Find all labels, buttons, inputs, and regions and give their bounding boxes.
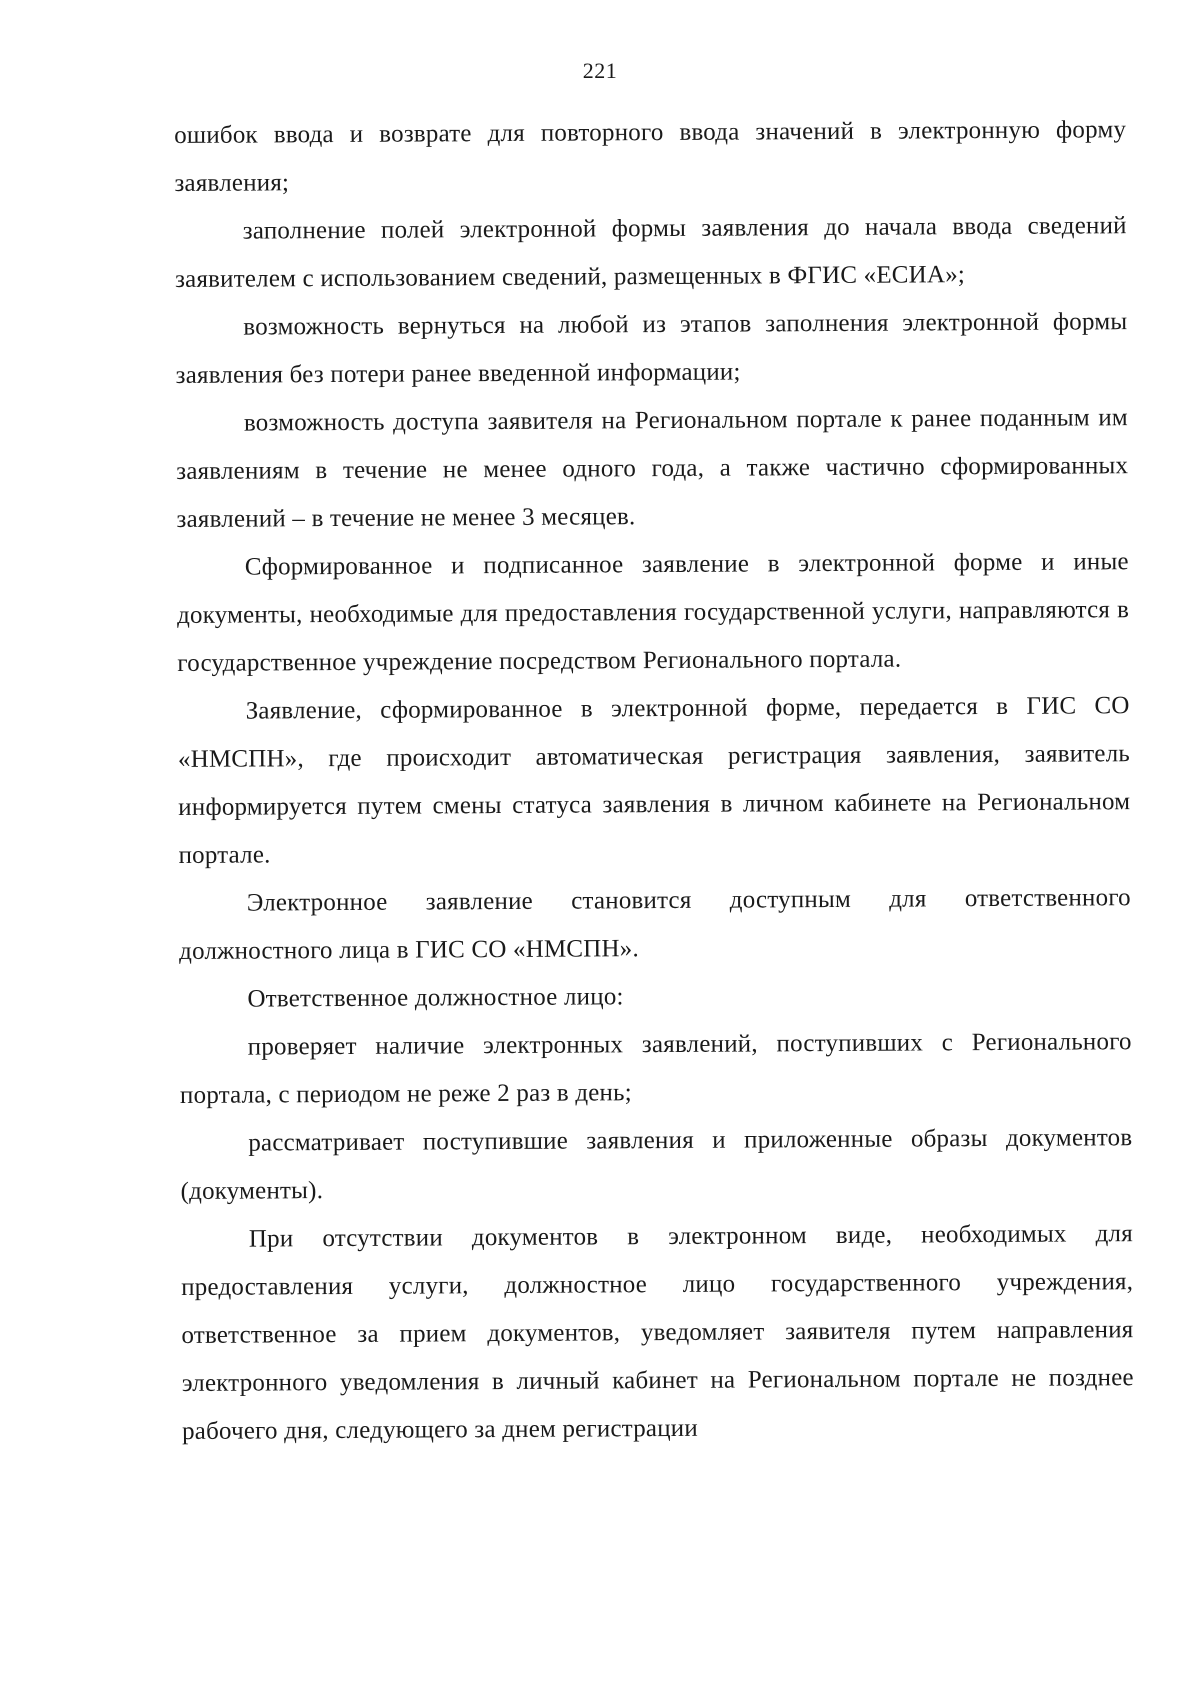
paragraph-7: Электронное заявление становится доступным для ответственного должностного лица в ГИС СО «НМСПН».: [179, 884, 1131, 965]
paragraph-9: проверяет наличие электронных заявлений, поступивших с Регионального портала, с периодом не реже 2 раз в день;: [179, 1028, 1132, 1109]
paragraph-8: Ответственное должностное лицо:: [247, 983, 624, 1013]
paragraph-6: Заявление, сформированное в электронной форме, передается в ГИС СО «НМСПН», где происходит автоматическая регистрация заявления, заявитель информируется путем смены статуса заявления в личном кабинете на Региональном портале.: [177, 692, 1131, 869]
paragraph-1: ошибок ввода и возврате для повторного ввода значений в электронную форму заявления;: [174, 116, 1127, 197]
paragraph-10: рассматривает поступившие заявления и приложенные образы документов (документы).: [180, 1124, 1133, 1205]
paragraph-3: возможность вернуться на любой из этапов заполнения электронной формы заявления без потери ранее введенной информации;: [175, 308, 1128, 389]
document-body: [174, 106, 1134, 1456]
paragraph-4: возможность доступа заявителя на Региональном портале к ранее поданным им заявлениям в течение не менее одного года, а также частично сформированных заявлений – в течение не менее 3 месяцев.: [176, 404, 1129, 533]
paragraph-2: заполнение полей электронной формы заявления до начала ввода сведений заявителем с использованием сведений, размещенных в ФГИС «ЕСИА»;: [174, 212, 1127, 293]
paragraph-11: При отсутствии документов в электронном виде, необходимых для предоставления услуги, должностное лицо государственного учреждения, ответственное за прием документов, уведомляет заявителя путем направления электронного уведомления в личный кабинет на Региональном портале не позднее рабочего дня, следующего за днем регистрации: [181, 1220, 1134, 1445]
paragraph-5: Сформированное и подписанное заявление в электронной форме и иные документы, необходимые для предоставления государственной услуги, направляются в государственное учреждение посредством Регионального портала.: [176, 548, 1130, 677]
page-number: 221: [582, 58, 618, 83]
